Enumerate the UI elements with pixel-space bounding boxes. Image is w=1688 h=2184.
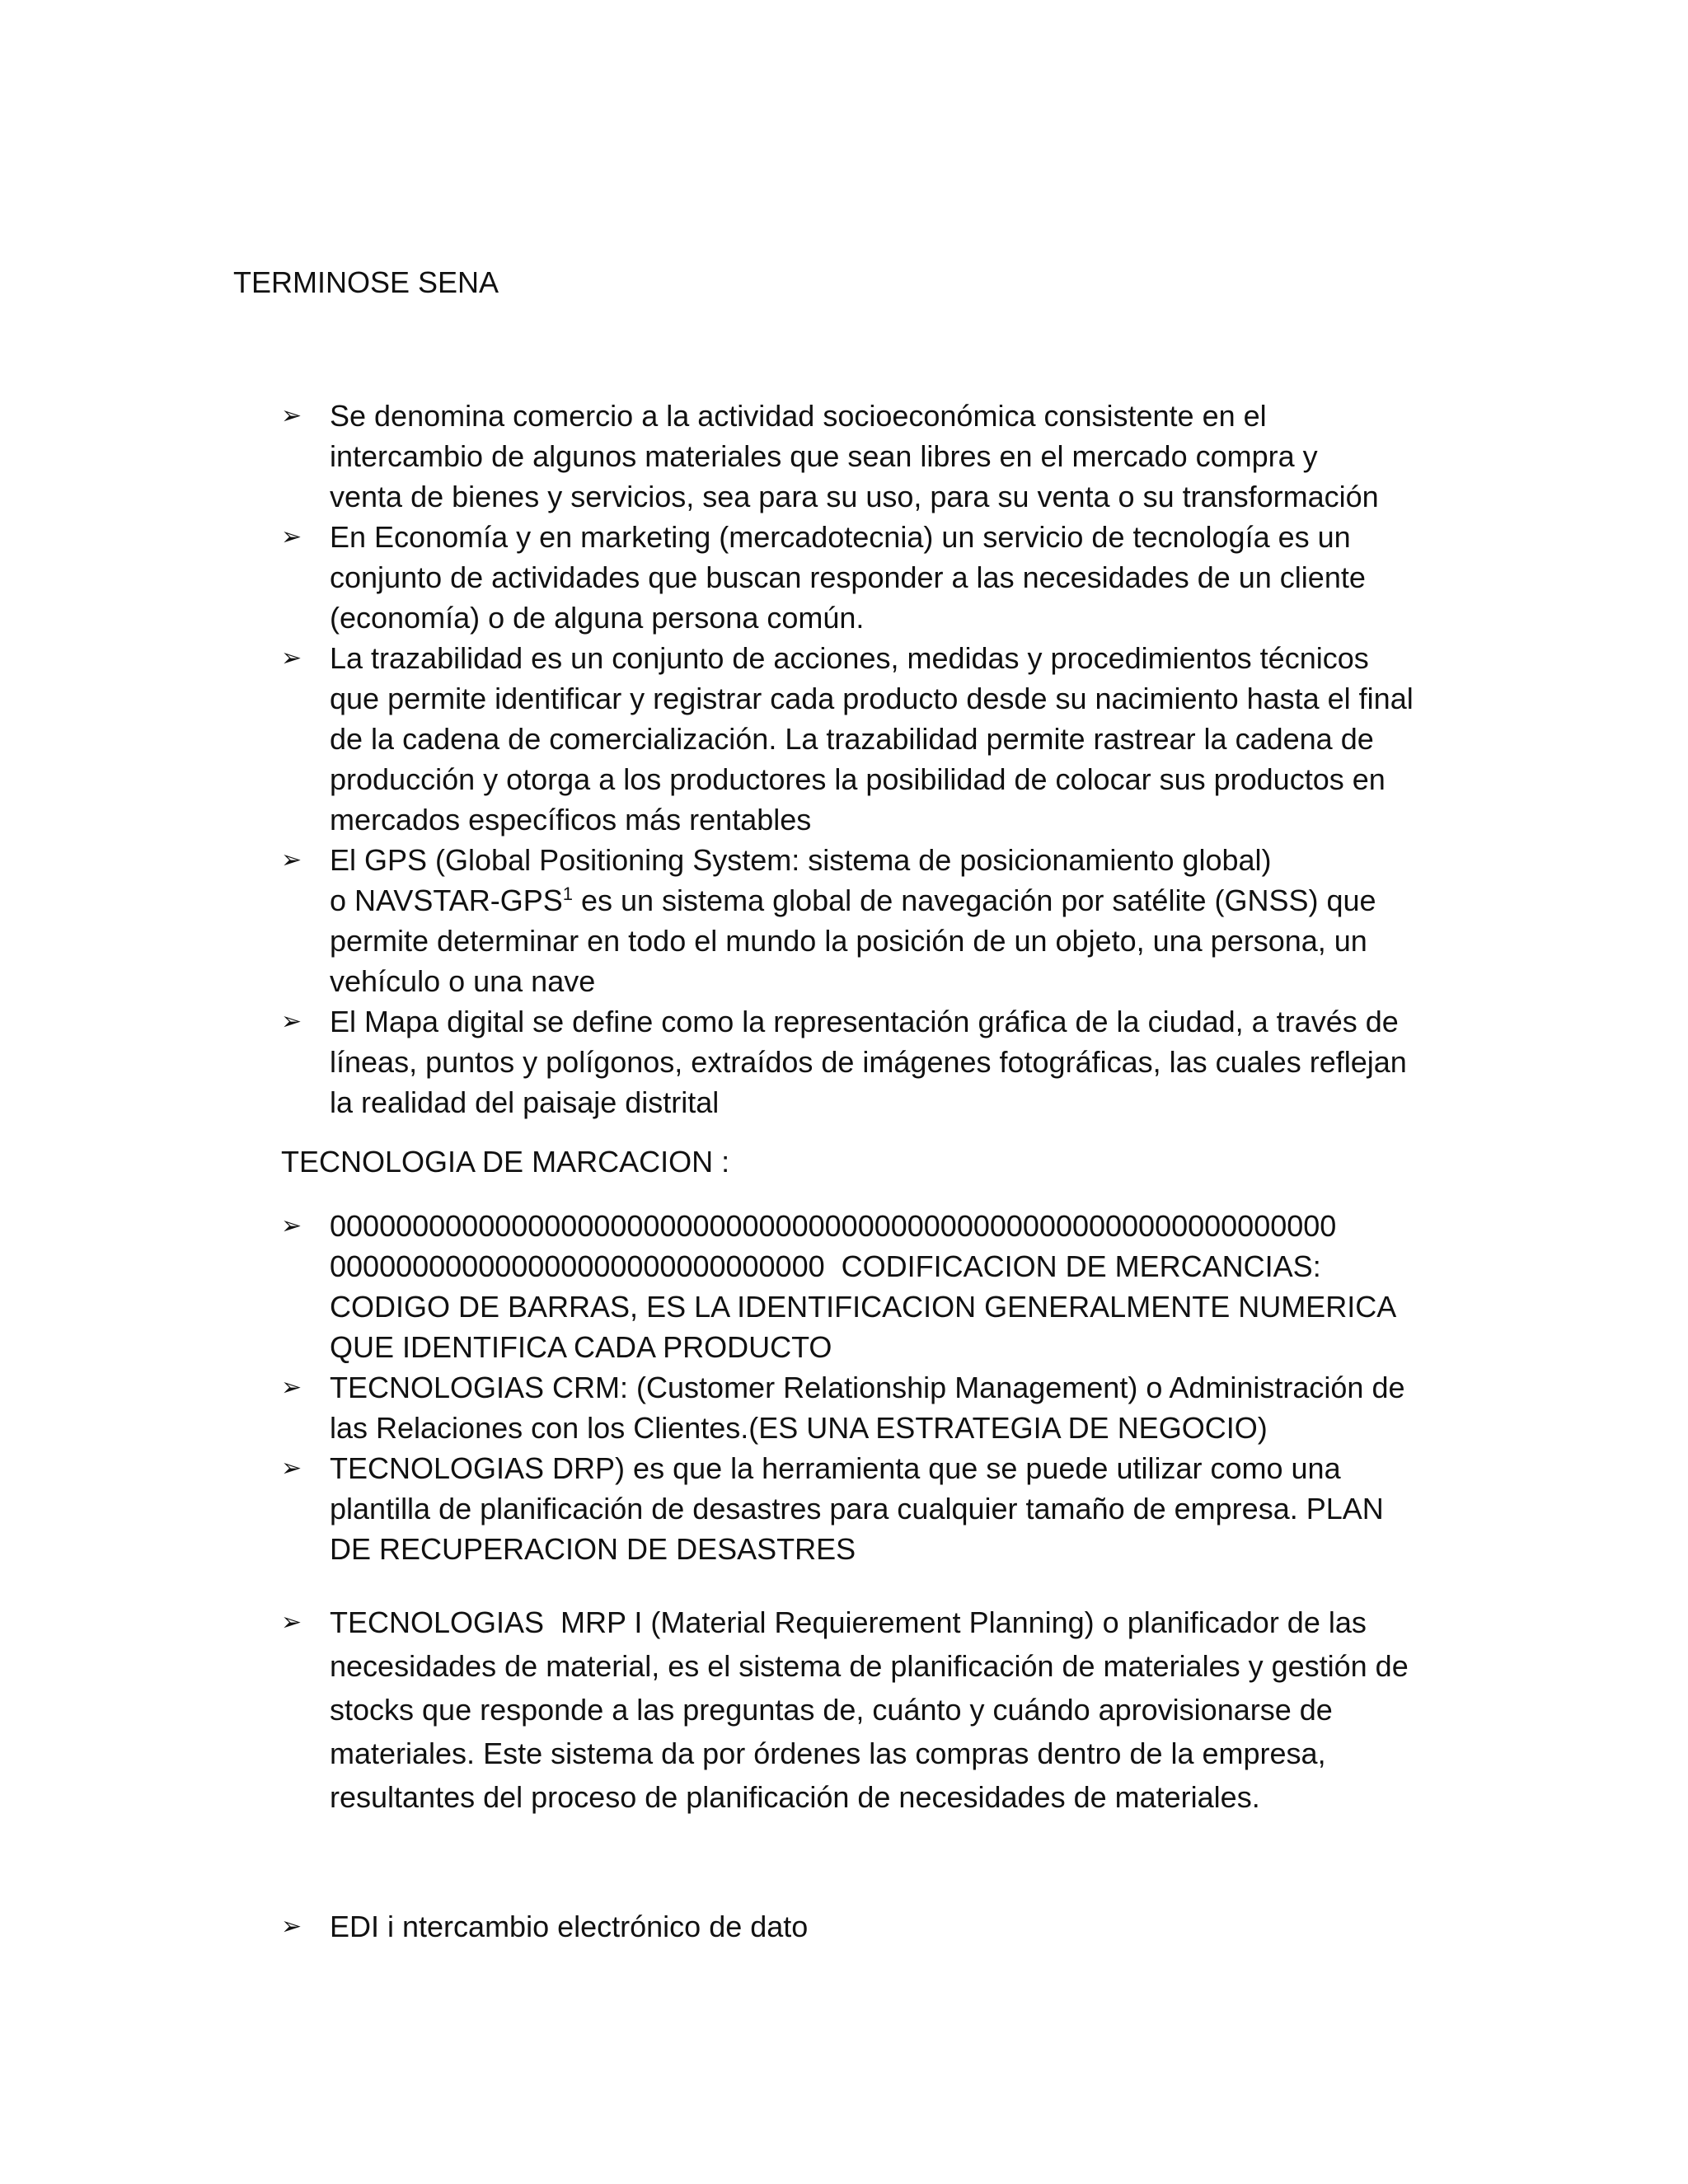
edi-bullet-list <box>281 1906 1451 1947</box>
text-line: conjunto de actividades que buscan responder a las necesidades de un cliente <box>330 560 1366 594</box>
text-line: QUE IDENTIFICA CADA PRODUCTO <box>330 1330 832 1364</box>
text-line: TECNOLOGIAS DRP) es que la herramienta que se puede utilizar como una <box>330 1451 1341 1485</box>
text-line: 000000000000000000000000000000 CODIFICACION DE MERCANCIAS: <box>330 1249 1321 1283</box>
text-line: venta de bienes y servicios, sea para su uso, para su venta o su transformación <box>330 480 1379 513</box>
list-item-trazabilidad <box>281 638 1451 840</box>
arrow-bullet-icon: ➢ <box>281 1212 302 1240</box>
text-line: 0000000000000000000000000000000000000000000000000000000000000 <box>330 1209 1337 1243</box>
arrow-bullet-icon: ➢ <box>281 1609 302 1636</box>
arrow-bullet-icon: ➢ <box>281 402 302 429</box>
list-item-gps <box>281 840 1451 1001</box>
arrow-bullet-icon: ➢ <box>281 1008 302 1035</box>
arrow-bullet-icon: ➢ <box>281 644 302 672</box>
text-line: (economía) o de alguna persona común. <box>330 601 865 635</box>
text-line: mercados específicos más rentables <box>330 803 812 837</box>
text-line: EDI i ntercambio electrónico de dato <box>330 1910 809 1943</box>
text-line: líneas, puntos y polígonos, extraídos de imágenes fotográficas, las cuales reflejan <box>330 1045 1407 1079</box>
document-title: TERMINOSE SENA <box>233 265 499 299</box>
arrow-bullet-icon: ➢ <box>281 1913 302 1940</box>
text-line: materiales. Este sistema da por órdenes las compras dentro de la empresa, <box>330 1736 1326 1770</box>
text-line: TECNOLOGIAS MRP I (Material Requierement Planning) o planificador de las <box>330 1605 1367 1639</box>
text-line: plantilla de planificación de desastres para cualquier tamaño de empresa. PLAN <box>330 1492 1384 1526</box>
text-line: que permite identificar y registrar cada producto desde su nacimiento hasta el final <box>330 682 1414 715</box>
text-line: El GPS (Global Positioning System: sistema de posicionamiento global) <box>330 843 1272 877</box>
text-line: o NAVSTAR-GPS <box>330 883 563 917</box>
text-line: necesidades de material, es el sistema de planificación de materiales y gestión de <box>330 1649 1409 1683</box>
list-item-mapa-digital <box>281 1001 1451 1122</box>
list-item-drp <box>281 1448 1451 1569</box>
text-line: TECNOLOGIAS CRM: (Customer Relationship Management) o Administración de <box>330 1371 1405 1404</box>
tech-bullet-list <box>281 1206 1451 1569</box>
list-item-servicio <box>281 517 1451 638</box>
text-line: las Relaciones con los Clientes.(ES UNA ESTRATEGIA DE NEGOCIO) <box>330 1411 1268 1445</box>
list-item-edi <box>281 1906 1451 1947</box>
list-item-codificacion <box>281 1206 1451 1367</box>
text-line: es un sistema global de navegación por satélite (GNSS) que <box>572 883 1376 917</box>
text-line: de la cadena de comercialización. La trazabilidad permite rastrear la cadena de <box>330 722 1374 756</box>
arrow-bullet-icon: ➢ <box>281 1455 302 1482</box>
arrow-bullet-icon: ➢ <box>281 846 302 874</box>
text-line: intercambio de algunos materiales que sean libres en el mercado compra y <box>330 439 1318 473</box>
text-line: DE RECUPERACION DE DESASTRES <box>330 1532 856 1566</box>
text-line: Se denomina comercio a la actividad socioeconómica consistente en el <box>330 399 1267 433</box>
text-line: El Mapa digital se define como la representación gráfica de la ciudad, a través de <box>330 1005 1399 1038</box>
list-item-crm <box>281 1367 1451 1448</box>
text-line: stocks que responde a las preguntas de, cuánto y cuándo aprovisionarse de <box>330 1693 1333 1727</box>
arrow-bullet-icon: ➢ <box>281 1374 302 1401</box>
mrp-bullet-list <box>281 1601 1451 1819</box>
section-heading: TECNOLOGIA DE MARCACION : <box>281 1145 730 1179</box>
text-line: permite determinar en todo el mundo la posición de un objeto, una persona, un <box>330 924 1367 958</box>
text-line: producción y otorga a los productores la posibilidad de colocar sus productos en <box>330 762 1386 796</box>
text-line: La trazabilidad es un conjunto de acciones, medidas y procedimientos técnicos <box>330 641 1369 675</box>
text-line: la realidad del paisaje distrital <box>330 1085 720 1119</box>
footnote-marker[interactable]: 1 <box>562 883 573 904</box>
list-item-mrp <box>281 1601 1451 1819</box>
text-line: resultantes del proceso de planificación de necesidades de materiales. <box>330 1780 1260 1814</box>
arrow-bullet-icon: ➢ <box>281 523 302 551</box>
text-line: En Economía y en marketing (mercadotecnia) un servicio de tecnología es un <box>330 520 1351 554</box>
text-line: CODIGO DE BARRAS, ES LA IDENTIFICACION GENERALMENTE NUMERICA <box>330 1290 1397 1324</box>
intro-bullet-list <box>281 396 1451 1122</box>
list-item-comercio <box>281 396 1451 517</box>
text-line: vehículo o una nave <box>330 964 596 998</box>
